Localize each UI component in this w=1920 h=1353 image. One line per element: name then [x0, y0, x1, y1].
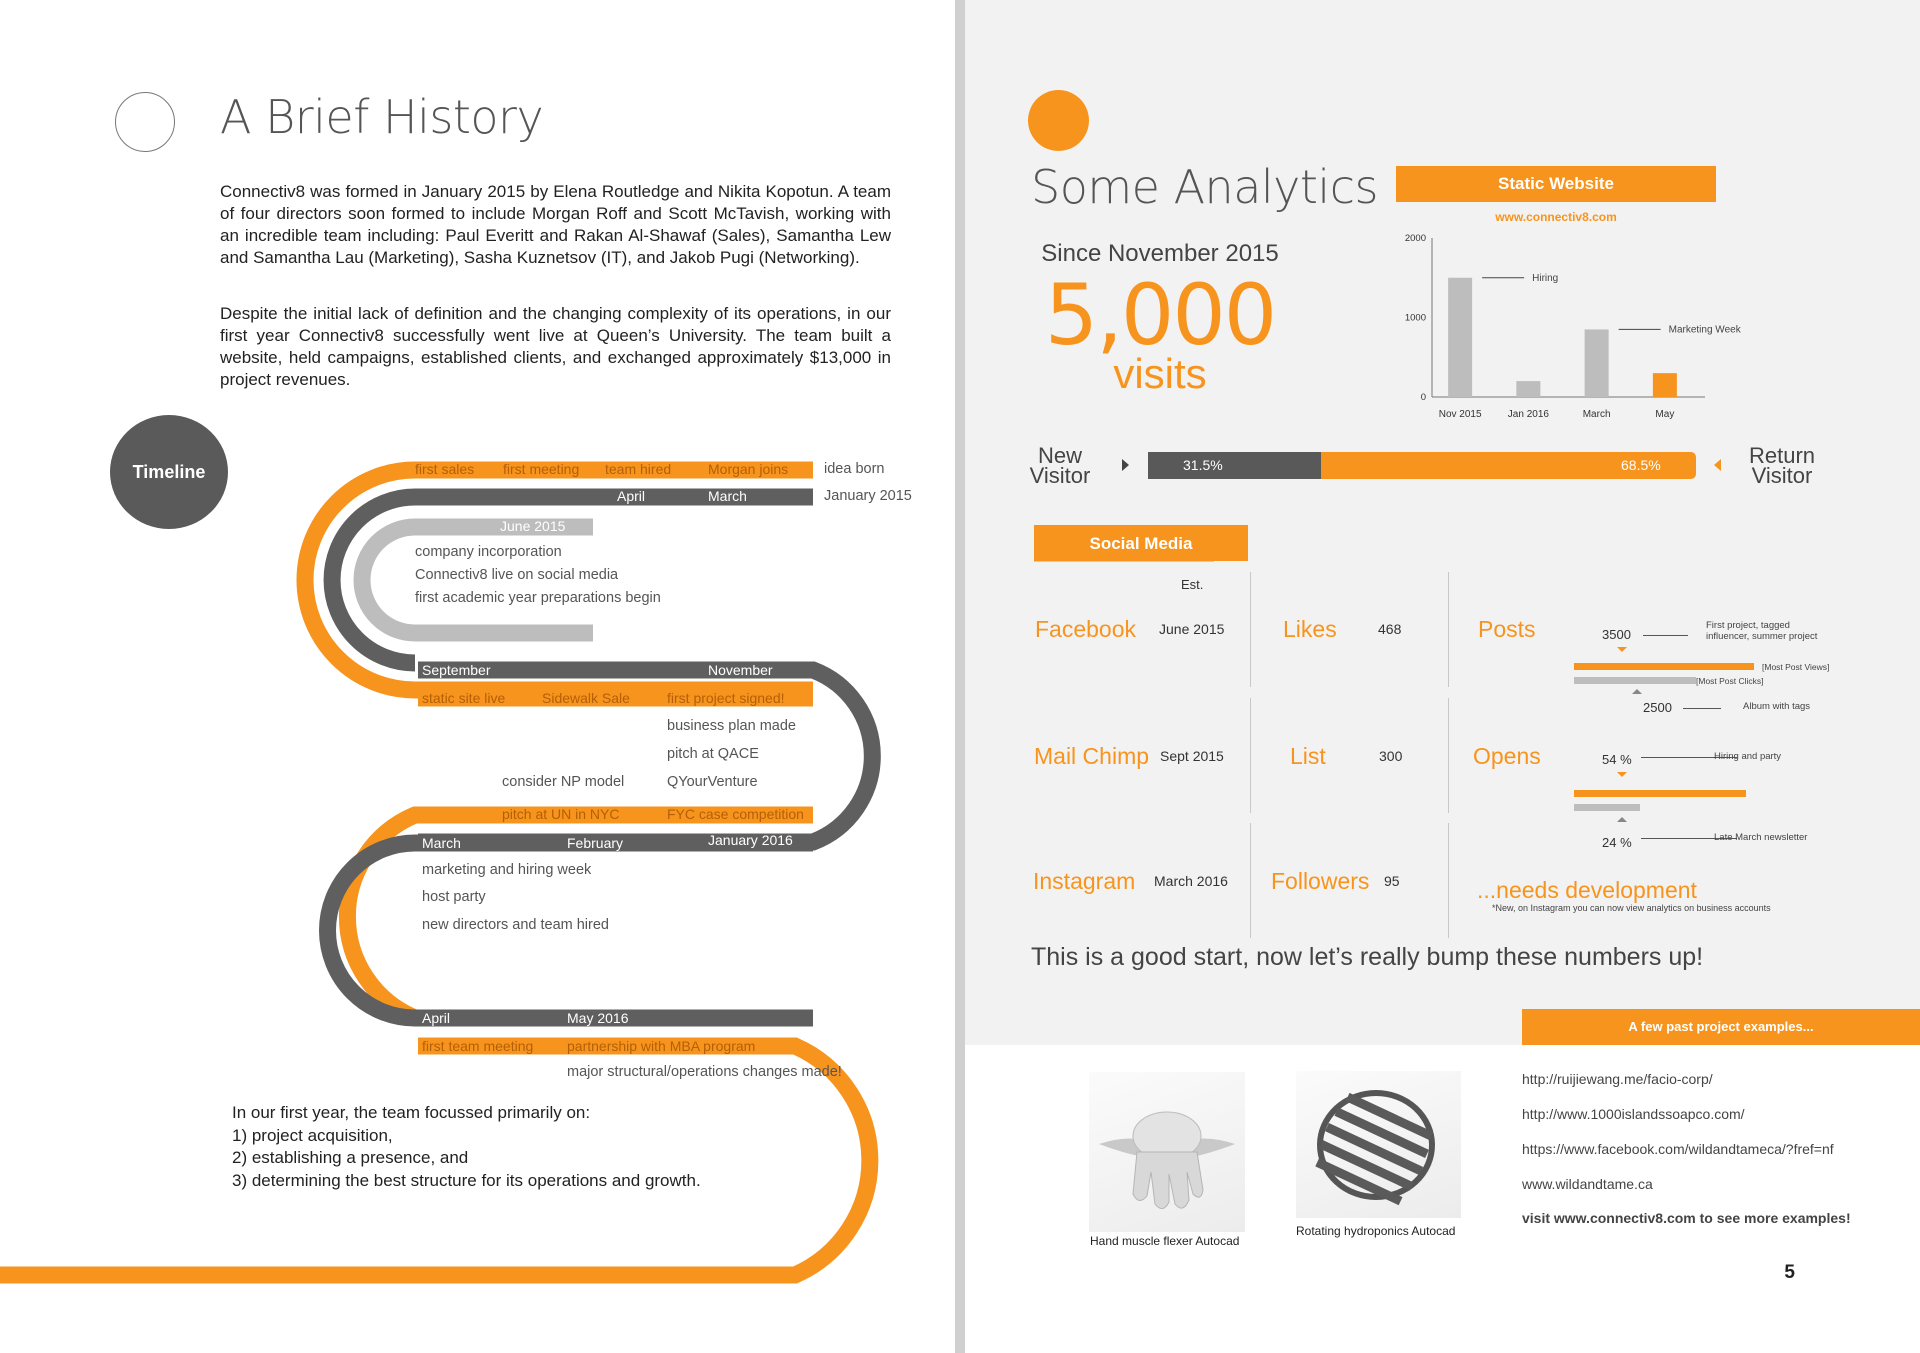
- instagram-note: *New, on Instagram you can now view analytics on business accounts: [1492, 903, 1771, 913]
- tl-january-2016: January 2016: [708, 832, 793, 848]
- bar: [1448, 278, 1472, 397]
- tl-pitch-un: pitch at UN in NYC: [502, 806, 620, 822]
- posts-bottom-connector: [1683, 708, 1721, 709]
- posts-top-note-1: First project, tagged: [1706, 620, 1790, 631]
- posts-bottom-value: 2500: [1643, 700, 1672, 715]
- return-visitor-line-2: Visitor: [1751, 463, 1813, 488]
- tl-idea-born: idea born: [824, 461, 885, 477]
- opens-top-note: Hiring and party: [1714, 751, 1782, 762]
- project-link-4[interactable]: www.wildandtame.ca: [1522, 1176, 1653, 1192]
- posts-top-connector: [1643, 635, 1688, 636]
- list-value: 300: [1379, 748, 1403, 764]
- opens-top-arrow-icon: [1617, 772, 1627, 777]
- hand-flexer-image: [1089, 1072, 1245, 1232]
- new-visitor-label: [1005, 443, 1115, 488]
- opens-bottom-arrow-icon: [1617, 817, 1627, 822]
- opens-bottom-bar: [1574, 804, 1640, 811]
- projects-tab: A few past project examples...: [1522, 1009, 1920, 1045]
- visits-bar-chart: [1360, 225, 1741, 420]
- bar: [1585, 329, 1609, 397]
- history-paragraph-2: Despite the initial lack of definition and the changing complexity of its operations, in our first year Connectiv8 successfully went live at Queen’s University. The team built a website, held campaigns, established clients, and exchanged approximately $13,000 in project revenues.: [220, 304, 891, 389]
- hydroponics-render-icon: [1296, 1071, 1461, 1218]
- divider-1b: [1250, 698, 1251, 813]
- tl-item-marketing-week: marketing and hiring week: [422, 862, 592, 878]
- followers-value: 95: [1384, 873, 1400, 889]
- posts-top-value: 3500: [1602, 627, 1631, 642]
- hydroponics-image: [1296, 1071, 1461, 1218]
- followers-label: Followers: [1271, 868, 1370, 894]
- website-url: www.connectiv8.com: [1495, 210, 1617, 224]
- analytics-circle-icon: [1028, 90, 1089, 151]
- opens-bottom-value: 24 %: [1602, 835, 1632, 850]
- visitor-split-bar: [1148, 452, 1696, 479]
- divider-1a: [1250, 572, 1251, 687]
- new-visitor-percent: 31.5%: [1183, 457, 1223, 473]
- timeline-badge-label: Timeline: [132, 462, 206, 482]
- opens-top-bar: [1574, 790, 1746, 797]
- static-website-tab: Static Website: [1396, 166, 1716, 202]
- tl-may-2016: May 2016: [567, 1010, 629, 1026]
- mailchimp-est: Sept 2015: [1160, 748, 1224, 764]
- history-title: A Brief History: [220, 90, 544, 144]
- return-visitor-percent: 68.5%: [1621, 457, 1661, 473]
- tl-first-meeting: first meeting: [503, 461, 580, 477]
- x-tick-label: March: [1582, 409, 1611, 420]
- left-page: [0, 0, 955, 1353]
- posts-top-arrow-icon: [1617, 647, 1627, 652]
- tl-morgan-joins: Morgan joins: [708, 461, 789, 477]
- tl-february-2016: February: [567, 835, 624, 851]
- tl-item-business-plan: business plan made: [667, 718, 796, 734]
- tl-item-new-directors: new directors and team hired: [422, 917, 609, 933]
- new-arrow-icon: [1122, 459, 1129, 471]
- right-page: [965, 0, 1920, 1353]
- posts-bottom-note: Album with tags: [1743, 701, 1811, 712]
- y-tick-label: 2000: [1404, 233, 1426, 244]
- focus-list: [232, 1102, 701, 1192]
- tl-march-2015: March: [708, 488, 747, 504]
- bar: [1653, 373, 1677, 397]
- focus-item-3: 3) determining the best structure for its operations and growth.: [232, 1170, 701, 1190]
- instagram-label: Instagram: [1033, 868, 1136, 894]
- facebook-label: Facebook: [1035, 616, 1137, 642]
- posts-top-note-2: influencer, summer project: [1706, 631, 1818, 642]
- opens-top-value: 54 %: [1602, 752, 1632, 767]
- visits-word: visits: [1113, 350, 1207, 397]
- tl-january-2015: January 2015: [824, 488, 912, 504]
- mailchimp-label: Mail Chimp: [1034, 743, 1150, 769]
- focus-item-1: 1) project acquisition,: [232, 1125, 393, 1145]
- divider-1c: [1250, 823, 1251, 938]
- analytics-title: Some Analytics: [1031, 160, 1378, 214]
- visit-more-link[interactable]: visit www.connectiv8.com to see more examples!: [1522, 1210, 1851, 1226]
- divider-2b: [1448, 698, 1449, 813]
- x-tick-label: May: [1655, 409, 1675, 420]
- social-media-tab: Social Media: [1034, 525, 1248, 561]
- y-tick-label: 1000: [1404, 312, 1426, 324]
- likes-label: Likes: [1283, 616, 1337, 642]
- facebook-est: June 2015: [1159, 621, 1225, 637]
- posts-views-label: [Most Post Views]: [1762, 662, 1830, 672]
- new-visitor-fill: [1148, 452, 1321, 479]
- annotation-label: Marketing Week: [1668, 324, 1741, 336]
- tl-partnership-mba: partnership with MBA program: [567, 1038, 756, 1054]
- project-link-2[interactable]: http://www.1000islandssoapco.com/: [1522, 1106, 1745, 1122]
- tl-item-social-media: Connectiv8 live on social media: [415, 567, 619, 583]
- page-number: 5: [1784, 1262, 1795, 1283]
- tl-sidewalk-sale: Sidewalk Sale: [542, 690, 630, 706]
- x-tick-label: Nov 2015: [1438, 409, 1482, 420]
- tl-fyc-case: FYC case competition: [667, 806, 804, 822]
- tl-static-site-live: static site live: [422, 690, 506, 706]
- y-tick-label: 0: [1420, 392, 1426, 403]
- tl-first-team-meeting: first team meeting: [422, 1038, 534, 1054]
- tl-item-company-incorporation: company incorporation: [415, 544, 562, 560]
- divider-2c: [1448, 823, 1449, 938]
- tl-september: September: [422, 662, 491, 678]
- return-visitor-label: [1727, 443, 1837, 488]
- focus-intro: In our first year, the team focussed primarily on:: [232, 1103, 591, 1122]
- visits-number: 5,000: [1044, 266, 1276, 364]
- tl-june-2015: June 2015: [500, 518, 566, 534]
- caption-hydroponics: Rotating hydroponics Autocad: [1296, 1224, 1456, 1238]
- posts-views-bar: [1574, 663, 1754, 670]
- posts-clicks-bar: [1574, 677, 1696, 684]
- tl-march-2016: March: [422, 835, 461, 851]
- tl-april-2015: April: [617, 488, 646, 504]
- return-arrow-icon: [1714, 459, 1721, 471]
- tl-team-hired: team hired: [605, 461, 672, 477]
- bar: [1516, 381, 1540, 397]
- since-label: Since November 2015: [1041, 240, 1279, 267]
- opens-label: Opens: [1473, 743, 1541, 769]
- opens-bottom-note: Late March newsletter: [1714, 832, 1808, 843]
- tl-first-project-signed: first project signed!: [667, 690, 785, 706]
- likes-value: 468: [1378, 621, 1402, 637]
- divider-2a: [1448, 572, 1449, 687]
- hand-flexer-render-icon: [1089, 1072, 1245, 1232]
- x-tick-label: Jan 2016: [1507, 409, 1549, 420]
- tl-first-sales: first sales: [415, 461, 475, 477]
- tl-item-host-party: host party: [422, 889, 486, 905]
- tl-item-structural-changes: major structural/operations changes made!: [567, 1064, 842, 1080]
- instagram-est: March 2016: [1154, 873, 1228, 889]
- tl-item-qyourventure: QYourVenture: [667, 774, 758, 790]
- annotation-label: Hiring: [1532, 272, 1559, 284]
- tl-item-np-model: consider NP model: [502, 774, 625, 790]
- needs-development-label: ...needs development: [1477, 877, 1697, 903]
- est-label: Est.: [1181, 577, 1204, 592]
- tl-item-academic-year: first academic year preparations begin: [415, 590, 661, 606]
- bump-text: This is a good start, now let’s really bump these numbers up!: [1031, 943, 1704, 971]
- list-label: List: [1290, 743, 1326, 769]
- new-visitor-line-1: New: [1037, 443, 1082, 468]
- social-tab-underline: [1034, 561, 1214, 562]
- posts-bottom-arrow-icon: [1632, 689, 1642, 694]
- posts-clicks-label: [Most Post Clicks]: [1696, 676, 1764, 686]
- project-link-3[interactable]: https://www.facebook.com/wildandtameca/?fref=nf: [1522, 1141, 1834, 1157]
- history-paragraph-1: Connectiv8 was formed in January 2015 by Elena Routledge and Nikita Kopotun. A team of four directors soon formed to include Morgan Roff and Scott McTavish, working with an incredible team including: Paul Everitt and Rakan Al-Shawaf (Sales), Samantha Lew and Samantha Lau (Marketing), Sasha Kuznetsov (IT), and Jakob Pugi (Networking).: [220, 182, 891, 267]
- project-link-1[interactable]: http://ruijiewang.me/facio-corp/: [1522, 1071, 1713, 1087]
- tl-april-2016: April: [422, 1010, 451, 1026]
- tl-november: November: [708, 662, 773, 678]
- return-visitor-line-1: Return: [1748, 443, 1816, 468]
- new-visitor-line-2: Visitor: [1029, 463, 1091, 488]
- caption-hand-flexer: Hand muscle flexer Autocad: [1090, 1234, 1240, 1248]
- page-divider: [955, 0, 965, 1353]
- focus-item-2: 2) establishing a presence, and: [232, 1148, 469, 1167]
- tl-item-pitch-qace: pitch at QACE: [667, 746, 759, 762]
- posts-label: Posts: [1478, 616, 1536, 642]
